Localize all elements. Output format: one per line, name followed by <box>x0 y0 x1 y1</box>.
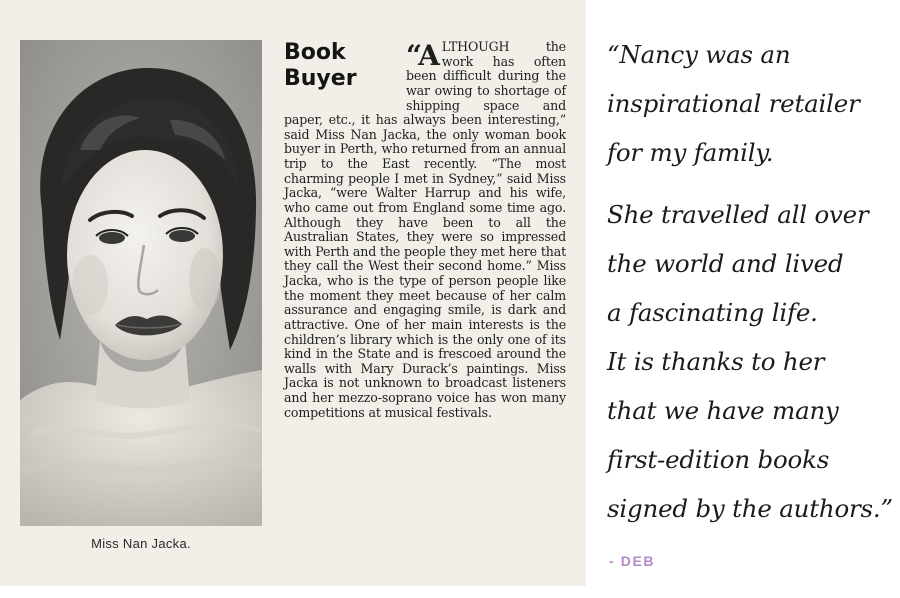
headline-line: Book <box>284 40 346 65</box>
portrait-illustration <box>20 40 262 526</box>
quote-line: It is thanks to her <box>607 347 825 376</box>
testimonial-quote <box>607 30 897 533</box>
article-body: LTHOUGH the work has often been difficult during the war owing to shortage of shipping space and paper, etc., it has always been interesting,” said Miss Nan Jacka, the only woman book buyer in Perth, who returned from an annual trip to the East recently. “The most charming people I met in Sydney,” said Miss Jacka, “were Walter Harrup and his wife, who came out from England some time ago. Although they have been to all the Australian States, they were so impressed with Perth and the people they met here that they call the West their second home.” Miss Jacka, who is the type of person people like the moment they meet because of her calm assurance and engaging smile, is dark and attractive. One of her main interests is the children’s library which is the only one of its kind in the State and is frescoed around the walls with Mary Durack’s paintings. Miss Jacka is not unknown to broadcast listeners and her mezzo-soprano voice has won many competitions at musical festivals. <box>284 39 566 420</box>
photo-caption: Miss Nan Jacka. <box>91 536 191 551</box>
quote-line: signed by the authors.” <box>607 494 893 523</box>
article <box>284 40 566 420</box>
drop-cap: “A <box>406 39 440 72</box>
quote-line: She travelled all over <box>607 200 869 229</box>
quote-attribution: - DEB <box>609 553 656 569</box>
quote-line: “Nancy was an <box>607 40 791 69</box>
quote-line: inspirational retailer <box>607 89 860 118</box>
paragraph-gap <box>607 177 897 190</box>
quote-line: a fascinating life. <box>607 298 818 327</box>
quote-line: first-edition books <box>607 445 830 474</box>
quote-line: that we have many <box>607 396 839 425</box>
portrait-photo <box>20 40 262 526</box>
article-body-container <box>284 40 566 420</box>
headline-line: Buyer <box>284 66 357 91</box>
quote-line: for my family. <box>607 138 774 167</box>
headline <box>284 40 394 92</box>
quote-line: the world and lived <box>607 249 844 278</box>
